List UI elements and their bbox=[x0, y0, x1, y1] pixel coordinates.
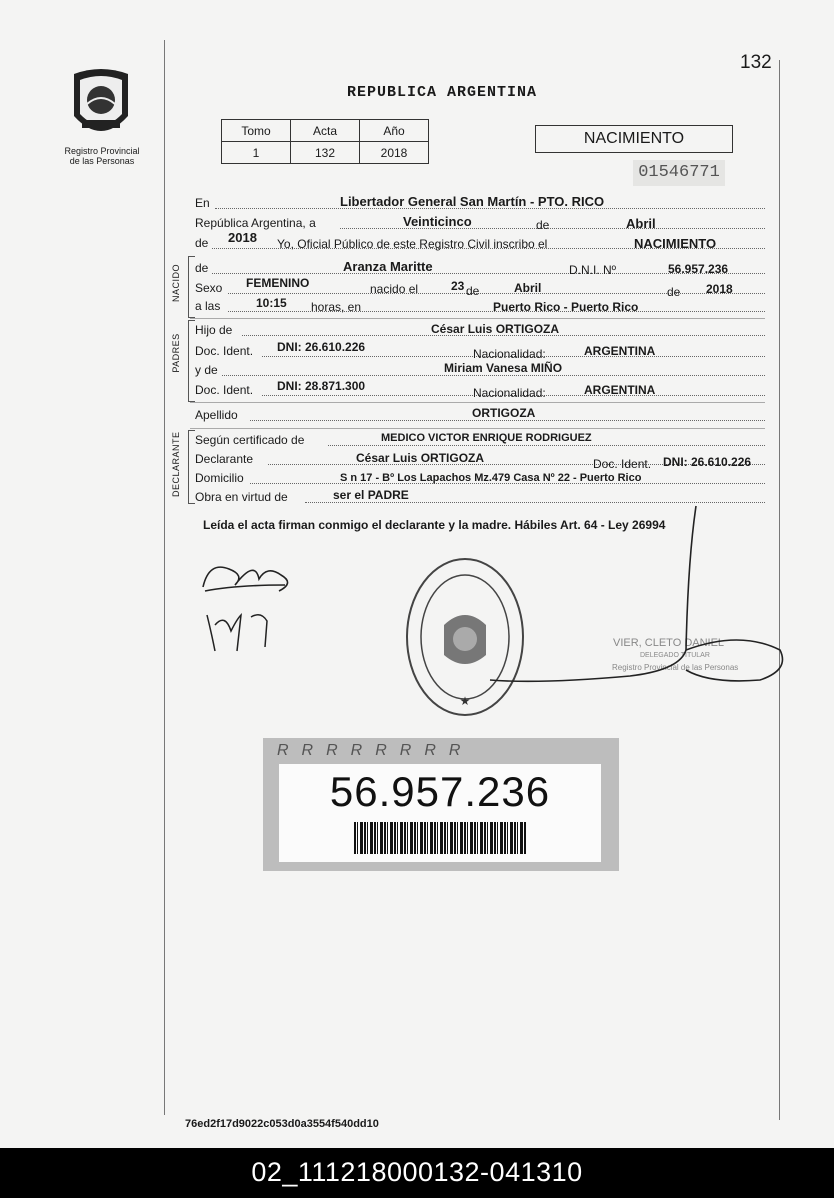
left-margin-line bbox=[164, 40, 165, 1115]
mother-nat-label: Nacionalidad: bbox=[473, 386, 546, 400]
obra-value: ser el PADRE bbox=[333, 488, 409, 502]
closing-note: Leída el acta firman conmigo el declarante y la madre. Hábiles Art. 64 - Ley 26994 bbox=[203, 518, 666, 532]
dotted-line bbox=[328, 445, 765, 446]
day-value: Veinticinco bbox=[403, 214, 472, 229]
birth-year: 2018 bbox=[706, 282, 733, 296]
record-value-acta: 132 bbox=[291, 142, 360, 164]
section-declarante: DECLARANTE bbox=[171, 431, 181, 497]
section-padres: PADRES bbox=[171, 333, 181, 373]
father-name: César Luis ORTIGOZA bbox=[431, 322, 560, 336]
birth-month: Abril bbox=[514, 281, 542, 295]
place-value: Libertador General San Martín - PTO. RICO bbox=[340, 194, 605, 209]
nacido-el-label: nacido el bbox=[370, 282, 419, 296]
apellido-value: ORTIGOZA bbox=[472, 406, 536, 420]
declarante-doc-label: Doc. Ident. bbox=[593, 457, 652, 471]
declarante-doc: DNI: 26.610.226 bbox=[663, 455, 752, 469]
document-title: REPUBLICA ARGENTINA bbox=[347, 84, 538, 101]
father-doc-label: Doc. Ident. bbox=[195, 344, 254, 358]
record-type-box: NACIMIENTO bbox=[535, 125, 733, 153]
serial-number: 01546771 bbox=[633, 160, 725, 186]
cert-label: Según certificado de bbox=[195, 433, 305, 447]
record-header-ano: Año bbox=[360, 120, 429, 142]
father-nationality: ARGENTINA bbox=[584, 344, 656, 358]
emblem-icon bbox=[68, 68, 134, 140]
domicilio-label: Domicilio bbox=[195, 471, 244, 485]
registry-caption bbox=[48, 146, 156, 166]
official-name: VIER, CLETO DANIEL bbox=[613, 637, 725, 649]
declarant-signature bbox=[195, 555, 305, 655]
declarante-name: César Luis ORTIGOZA bbox=[356, 451, 485, 465]
obra-label: Obra en virtud de bbox=[195, 490, 288, 504]
sticker-face bbox=[279, 764, 601, 862]
sticker-pattern: RRRRRRRR bbox=[277, 742, 474, 759]
dotted-line bbox=[228, 293, 765, 294]
section-nacido: NACIDO bbox=[171, 264, 181, 303]
page-number: 132 bbox=[740, 52, 772, 73]
dotted-line bbox=[250, 420, 765, 421]
father-nat-label: Nacionalidad: bbox=[473, 347, 546, 361]
sexo-label: Sexo bbox=[195, 281, 223, 295]
registry-caption-line1: Registro Provincial bbox=[64, 146, 140, 156]
declarante-label: Declarante bbox=[195, 452, 254, 466]
year-value: 2018 bbox=[228, 230, 257, 245]
mother-doc: DNI: 28.871.300 bbox=[277, 379, 366, 393]
domicilio-value: S n 17 - Bº Los Lapachos Mz.479 Casa Nº 22 - Puerto Rico bbox=[340, 472, 642, 484]
cert-value: MEDICO VICTOR ENRIQUE RODRIGUEZ bbox=[381, 432, 592, 444]
nacido-de-label2: de bbox=[466, 284, 480, 298]
record-value-ano: 2018 bbox=[360, 142, 429, 164]
y-de-label: y de bbox=[195, 363, 218, 377]
en-label: En bbox=[195, 196, 210, 210]
birth-day: 23 bbox=[451, 279, 465, 293]
statement-text: Yo, Oficial Público de este Registro Civil inscribo el bbox=[277, 237, 548, 251]
nacido-de-label3: de bbox=[667, 285, 681, 299]
id-sticker bbox=[263, 738, 619, 871]
event-value: NACIMIENTO bbox=[634, 236, 717, 251]
child-dni: 56.957.236 bbox=[668, 262, 729, 276]
svg-text:★: ★ bbox=[459, 694, 471, 708]
birth-place: Puerto Rico - Puerto Rico bbox=[493, 300, 639, 314]
registry-caption-line2: de las Personas bbox=[69, 156, 135, 166]
mother-nationality: ARGENTINA bbox=[584, 383, 656, 397]
dotted-line bbox=[222, 375, 765, 376]
a-las-label: a las bbox=[195, 299, 221, 313]
nacido-bracket bbox=[188, 256, 195, 318]
father-doc: DNI: 26.610.226 bbox=[277, 340, 366, 354]
republic-label: República Argentina, a bbox=[195, 216, 316, 230]
mother-doc-label: Doc. Ident. bbox=[195, 383, 254, 397]
official-title: DELEGADO TITULAR bbox=[640, 652, 710, 659]
barcode bbox=[354, 822, 526, 854]
sticker-number: 56.957.236 bbox=[329, 768, 551, 815]
section-divider bbox=[190, 318, 765, 319]
de2-label: de bbox=[195, 236, 209, 250]
month-value: Abril bbox=[626, 216, 656, 231]
section-divider bbox=[190, 428, 765, 429]
de-label: de bbox=[536, 218, 550, 232]
official-signature bbox=[480, 500, 790, 700]
hijo-de-label: Hijo de bbox=[195, 323, 233, 337]
declarante-bracket bbox=[188, 430, 195, 504]
apellido-label: Apellido bbox=[195, 408, 238, 422]
mother-name: Miriam Vanesa MIÑO bbox=[444, 361, 563, 375]
nacido-de-label: de bbox=[195, 261, 209, 275]
sexo-value: FEMENINO bbox=[246, 276, 310, 290]
record-value-tomo: 1 bbox=[222, 142, 291, 164]
document-hash: 76ed2f17d9022c053d0a3554f540dd10 bbox=[185, 1118, 379, 1130]
record-table bbox=[221, 119, 429, 164]
footer-id: 02_111218000132-041310 bbox=[0, 1148, 834, 1198]
misiones-emblem bbox=[68, 68, 134, 140]
record-header-tomo: Tomo bbox=[222, 120, 291, 142]
dni-label: D.N.I. Nº bbox=[569, 263, 617, 277]
child-name: Aranza Maritte bbox=[343, 259, 433, 274]
section-divider bbox=[190, 402, 765, 403]
horas-label: horas, en bbox=[311, 300, 362, 314]
official-org: Registro Provincial de las Personas bbox=[612, 663, 739, 672]
birth-time: 10:15 bbox=[256, 296, 287, 310]
record-header-acta: Acta bbox=[291, 120, 360, 142]
padres-bracket bbox=[188, 320, 195, 402]
